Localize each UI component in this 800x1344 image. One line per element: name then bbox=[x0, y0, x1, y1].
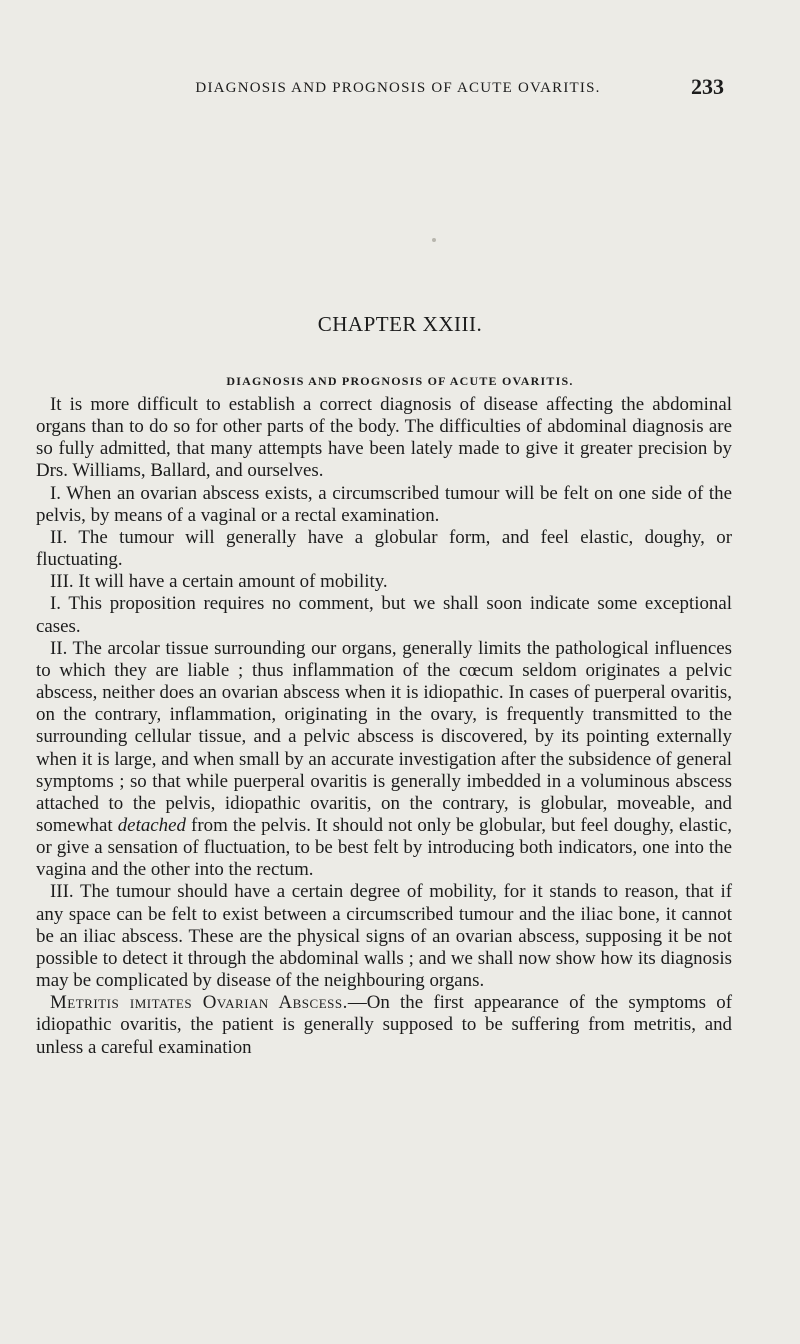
paragraph-intro: It is more difficult to establish a correct diagnosis of disease affecting the abdominal organs than to do so for other parts of the body. The difficulties of abdominal diagnosis are so fully admitted, that many attempts have been lately made to give it greater precision by Drs. Williams, Ballard, and ourselves. bbox=[36, 394, 732, 482]
page-number: 233 bbox=[691, 74, 724, 99]
paragraph-comment-3: III. The tumour should have a certain degree of mobility, for it stands to reason, that if any space can be felt to exist between a circumscribed tumour and the iliac bone, it cannot be an iliac abscess. These are the physical signs of an ovarian abscess, supposing it be not possible to detect it through the abdominal walls ; and we shall now show how its diagnosis may be complicated by disease of the neighbouring organs. bbox=[36, 881, 732, 992]
paragraph-comment-1: I. This proposition requires no comment, but we shall soon indicate some exceptional cases. bbox=[36, 593, 732, 637]
detached-emphasis: detached bbox=[117, 814, 186, 836]
paragraph-sign-2: II. The tumour will generally have a globular form, and feel elastic, doughy, or fluctuating. bbox=[36, 526, 732, 571]
paragraph-sign-1: I. When an ovarian abscess exists, a circumscribed tumour will be felt on one side of the pelvis, by means of a vaginal or a rectal examination. bbox=[36, 482, 732, 526]
chapter-subtitle: DIAGNOSIS AND PROGNOSIS OF ACUTE OVARITIS. bbox=[226, 374, 574, 388]
paper-speck bbox=[432, 238, 436, 242]
metritis-text: —On the first appearance of the symptoms of idiopathic ovaritis, the patient is generally supposed to be suffering from metritis, and unless a careful examination bbox=[36, 992, 732, 1058]
section-heading-metritis: Metritis imitates Ovarian Abscess. bbox=[50, 992, 348, 1014]
paragraph-metritis bbox=[36, 992, 732, 1058]
paragraph-sign-3: III. It will have a certain amount of mobility. bbox=[50, 571, 388, 593]
paragraph-comment-2 bbox=[36, 638, 732, 882]
chapter-title: CHAPTER XXIII. bbox=[317, 312, 483, 336]
comment-2-text-b: from the pelvis. It should not only be globular, but feel doughy, elastic, or give a sensation of fluctuation, to be best felt by introducing both indicators, one into the vagina and the other into the rectum. bbox=[36, 814, 732, 881]
comment-2-text-a: II. The arcolar tissue surrounding our organs, generally limits the pathological influences to which they are liable ; thus inflammation of the cœcum seldom originates a pelvic abscess, neither does an ovarian abscess when it is idiopathic. In cases of puerperal ovaritis, on the contrary, inflammation, originating in the ovary, is frequently transmitted to the surrounding cellular tissue, and a pelvic abscess is discovered, by its pointing externally when it is large, and when small by an accurate investigation after the subsidence of general symptoms ; so that while puerperal ovaritis is generally imbedded in a voluminous abscess attached to the pelvis, idiopathic ovaritis, on the contrary, is globular, moveable, and somewhat bbox=[36, 637, 732, 836]
running-title: DIAGNOSIS AND PROGNOSIS OF ACUTE OVARITIS. bbox=[195, 80, 601, 96]
body-text bbox=[36, 394, 732, 1059]
